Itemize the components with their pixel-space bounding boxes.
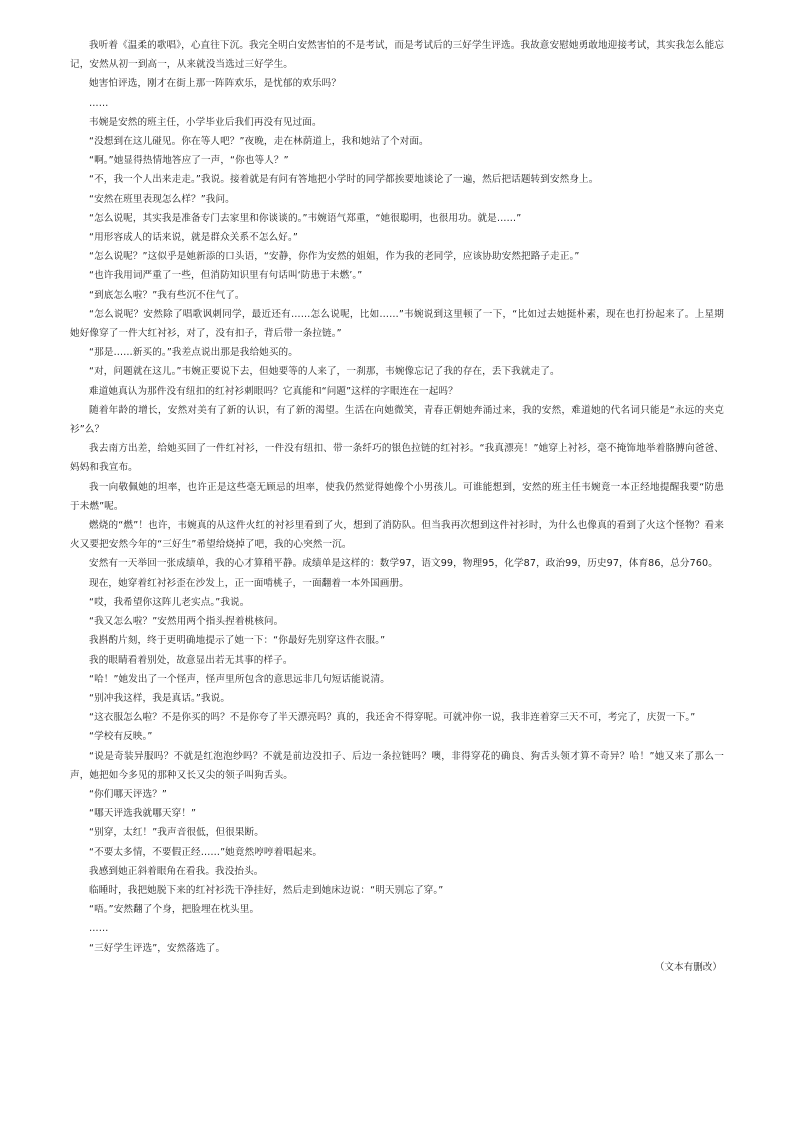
paragraph: 我斟酌片刻，终于更明确地提示了她一下：“你最好先别穿这件衣服。” xyxy=(89,635,386,647)
paragraph: “对，问题就在这儿。”韦婉正要说下去，但她要等的人来了，一刹那，韦婉像忘记了我的存在，丢下我就走了。 xyxy=(89,366,560,378)
paragraph: “别冲我这样，我是真话。”我说。 xyxy=(89,692,231,704)
paragraph: “用形容成人的话来说，就是群众关系不怎么好。” xyxy=(89,232,298,244)
edit-note: （文本有删改） xyxy=(654,961,722,973)
paragraph: “不，我一个人出来走走。”我说。接着就是有问有答地把小学时的同学都挨要地谈论了一遍，然后把话题转到安然身上。 xyxy=(89,174,599,186)
paragraph: 我的眼睛看着别处，故意显出若无其事的样子。 xyxy=(89,654,293,666)
paragraph: “你们哪天评选？” xyxy=(89,788,167,800)
paragraph: “学校有反映。” xyxy=(89,731,153,743)
paragraph: “那是……新买的。”我差点说出那是我给她买的。 xyxy=(89,347,298,359)
paragraph: “哎，我希望你这阵儿老实点。”我说。 xyxy=(89,596,250,608)
paragraph: 我去南方出差，给她买回了一件红衬衫，一件没有纽扣、带一条纤巧的银色拉链的红衬衫。“我真漂亮！”她穿上衬衫，毫不掩饰地举着胳膊向爸爸、妈妈和我宣布。 xyxy=(70,443,724,474)
paragraph: “也许我用词严重了一些，但消防知识里有句话叫‘防患于未燃’。” xyxy=(89,270,363,282)
paragraph: 我听着《温柔的歌唱》，心直往下沉。我完全明白安然害怕的不是考试，而是考试后的三好学生评选。我故意安慰她勇敢地迎接考试，其实我怎么能忘记，安然从初一到高一，从来就没当选过三好学生。 xyxy=(70,40,724,71)
paragraph: 我一向敬佩她的坦率，也许正是这些毫无顾忌的坦率，使我仍然觉得她像个小男孩儿。可谁能想到，安然的班主任韦婉竟一本正经地提醒我要“防患于未燃”呢。 xyxy=(70,481,724,512)
paragraph: “怎么说呢？”这似乎是她新添的口头语，“安静，你作为安然的姐姐，作为我的老同学，应该协助安然把路子走正。” xyxy=(89,251,580,263)
paragraph: “没想到在这儿碰见。你在等人吧？”夜晚，走在林荫道上，我和她站了个对面。 xyxy=(89,136,429,148)
paragraph: “哈！”她发出了一个怪声，怪声里所包含的意思远非几句短话能说清。 xyxy=(89,673,390,685)
paragraph: 难道她真认为那件没有纽扣的红衬衫刺眼吗？它真能和“问题”这样的字眼连在一起吗？ xyxy=(89,385,458,397)
article-body xyxy=(70,36,724,958)
paragraph: …… xyxy=(89,923,109,935)
paragraph: 韦婉是安然的班主任，小学毕业后我们再没有见过面。 xyxy=(89,116,322,128)
paragraph: “到底怎么啦？”我有些沉不住气了。 xyxy=(89,289,245,301)
paragraph: “哪天评选我就哪天穿！” xyxy=(89,808,197,820)
paragraph: “安然在班里表现怎么样？”我问。 xyxy=(89,193,235,205)
paragraph: “三好学生评选”，安然落选了。 xyxy=(89,942,226,954)
paragraph: “怎么说呢，其实我是准备专门去家里和你谈谈的。”韦婉语气郑重，“她很聪明，也很用功。就是……” xyxy=(89,212,522,224)
paragraph: 她害怕评选，刚才在街上那一阵阵欢乐，是忧郁的欢乐吗？ xyxy=(89,78,342,90)
paragraph: “怎么说呢？安然除了唱歌讽刺同学，最近还有……怎么说呢，比如……”韦婉说到这里顿了一下，“比如过去她挺朴素，现在也打扮起来了。上星期她好像穿了一件大红衬衫，对了，没有扣子，背后带一条拉链。” xyxy=(70,308,724,340)
paragraph: 安然有一天举回一张成绩单，我的心才算稍平静。成绩单是这样的：数学97，语文99，物理95，化学87，政治99，历史97，体育86，总分760。 xyxy=(89,558,718,570)
paragraph: 我感到她正斜着眼角在看我。我没抬头。 xyxy=(89,865,264,877)
paragraph: 临睡时，我把她脱下来的红衬衫洗干净挂好，然后走到她床边说：“明天别忘了穿。” xyxy=(89,884,444,896)
paragraph: “别穿，太红！”我声音很低，但很果断。 xyxy=(89,827,264,839)
paragraph: “说是奇装异服吗？不就是红泡泡纱吗？不就是前边没扣子、后边一条拉链吗？噢，非得穿花的确良、狗舌头领才算不奇异？哈！”她又来了那么一声，她把如今多见的那种又长又尖的领子叫狗舌头。 xyxy=(70,750,724,781)
paragraph: “这衣服怎么啦？不是你买的吗？不是你夸了半天漂亮吗？真的，我还舍不得穿呢。可就冲你一说，我非连着穿三天不可，考完了，庆贺一下。” xyxy=(89,712,696,724)
paragraph: “不要太多情，不要假正经……”她竟然哼哼着唱起来。 xyxy=(89,846,323,858)
paragraph: 现在，她穿着红衬衫歪在沙发上，正一面啃桃子，一面翻着一本外国画册。 xyxy=(89,577,409,589)
paragraph: “啊。”她显得热情地答应了一声，“你也等人？” xyxy=(89,155,289,167)
paragraph: 随着年龄的增长，安然对美有了新的认识，有了新的渴望。生活在向她微笑，青春正朝她奔涌过来，我的安然，难道她的代名词只能是“永远的夹克衫”么？ xyxy=(70,404,724,436)
paragraph: “唔。”安然翻了个身，把脸埋在枕头里。 xyxy=(89,904,260,916)
paragraph: 燃烧的“燃”！也许，韦婉真的从这件火红的衬衫里看到了火，想到了消防队。但当我再次想到这件衬衫时，为什么也像真的看到了火这个怪物？看来火又要把安然今年的“三好生”希望给烧掉了吧，我的心突然一沉。 xyxy=(70,520,724,551)
paragraph: “我又怎么啦？”安然用两个指头捏着桃核问。 xyxy=(89,616,284,628)
paragraph: …… xyxy=(89,97,109,109)
